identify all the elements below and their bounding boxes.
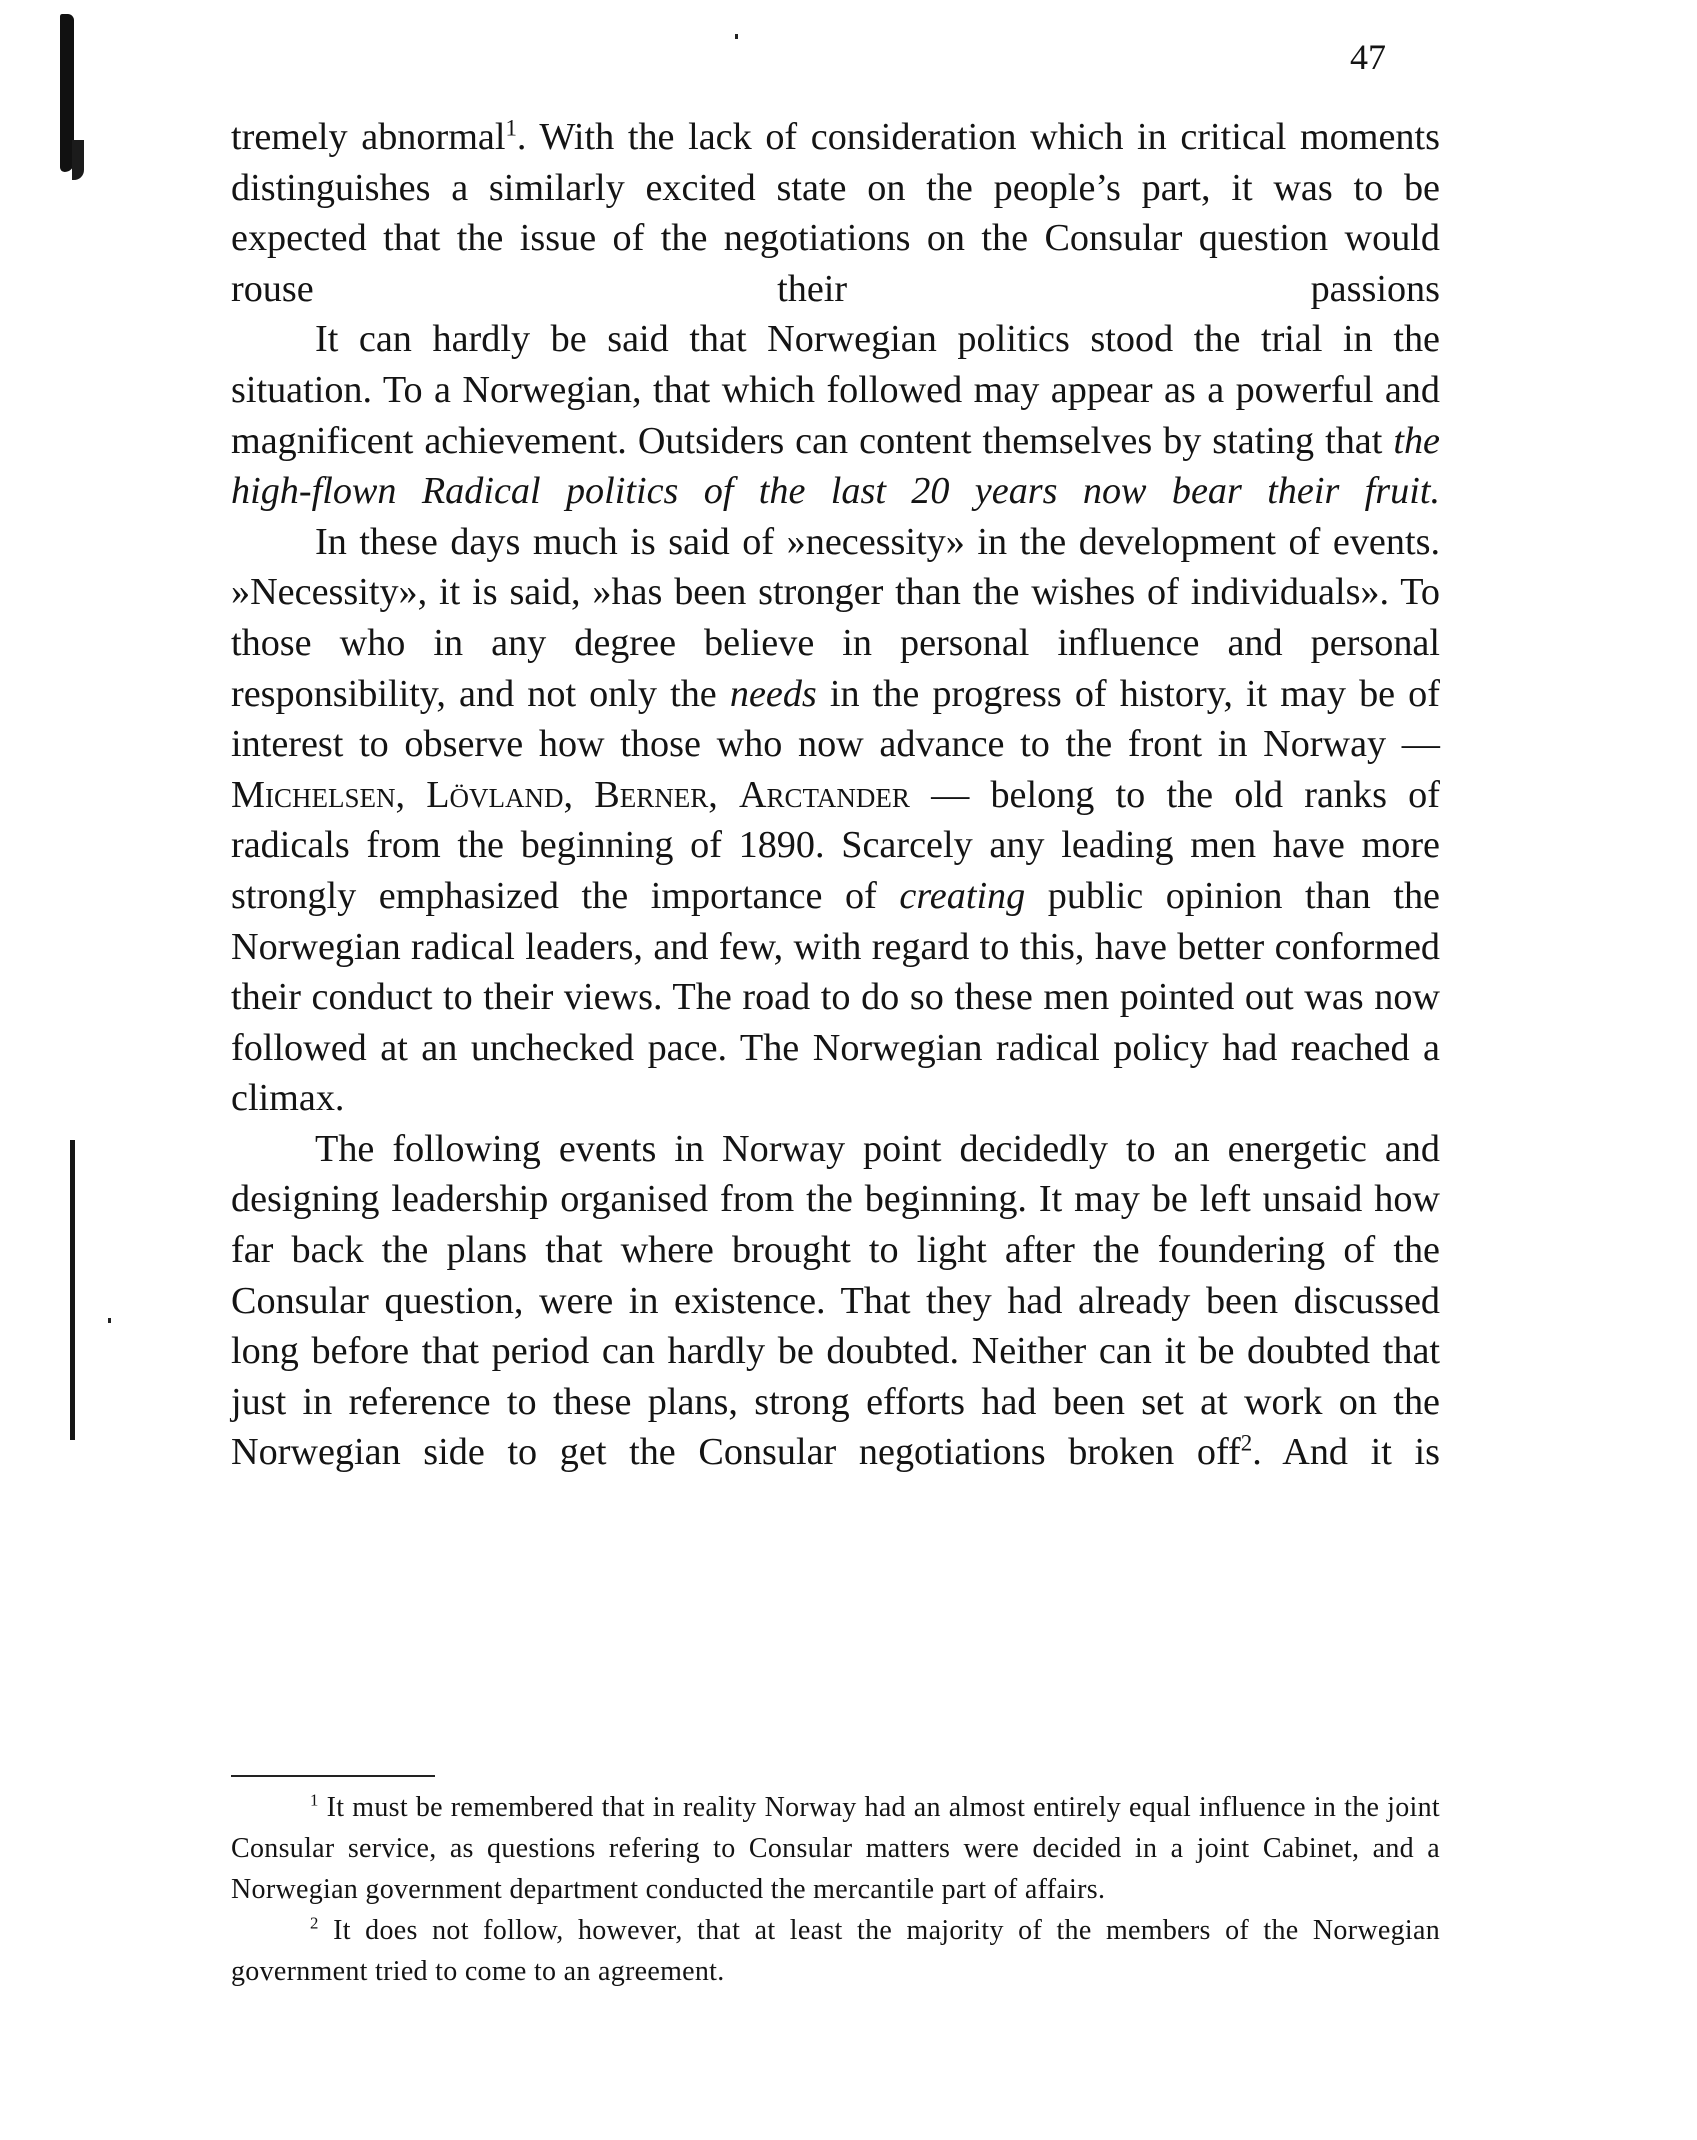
paragraph-4-text-a: The following events in Norway point decidedly to an energetic and designing leadership organised from the beginning. It may be left unsaid how far back the plans that where brought to light after the foundering of the Consular question, were in existence. That they had already been discussed long before that period can hardly be doubted. Neither can it be doubted that just in reference to these plans, strong efforts had been set at work on the Norwegian side to get the Consular negotiations broken off <box>231 1127 1440 1474</box>
scan-speck-left <box>108 1318 111 1323</box>
paragraph-3-text-c: — belong to the old ranks of radicals from the beginning of 1890. Scarcely any leading men have more strongly emphasized the importance of <box>231 773 1440 917</box>
name-separator-2: , <box>563 773 595 816</box>
footnotes <box>231 1787 1440 1992</box>
paragraph-4-text-b: . And it is <box>1252 1431 1440 1474</box>
footnote-separator <box>231 1775 435 1777</box>
paragraph-3-text-a: In these days much is said of »necessity» in the development of events. »Necessity», it is said, »has been stronger than the wishes of individuals». To those who in any degree believe in personal influence and personal responsibility, and not only the <box>231 520 1440 715</box>
paragraph-3-text-d: public opinion than the Norwegian radical leaders, and few, with regard to this, have better conformed their conduct to their views. The road to do so these men pointed out was now followed at an unchecked pace. The Norwegian radical policy had reached a climax. <box>231 874 1440 1120</box>
footnote-1-mark: 1 <box>310 1790 319 1810</box>
footnote-2 <box>231 1910 1440 1992</box>
scan-edge-mark-top-tip <box>72 140 84 180</box>
paragraph-1-text-a: tremely abnormal <box>231 116 506 158</box>
footnote-2-mark: 2 <box>310 1913 319 1933</box>
paragraph-4 <box>231 1124 1440 1478</box>
footnote-ref-1: 1 <box>505 115 517 141</box>
paragraph-3-emphasis-needs: needs <box>729 672 817 715</box>
paragraph-3-text-b: in the progress of history, it may be of interest to observe how those who now advance to the front in Norway — <box>231 672 1440 766</box>
name-berner: Berner <box>594 773 709 816</box>
name-lovland: Lövland <box>426 773 564 816</box>
paragraph-2-emphasis: the high-flown Radical politics of the last 20 years now bear their fruit. <box>231 419 1440 513</box>
paragraph-3-emphasis-creating: creating <box>899 874 1026 917</box>
name-michelsen: Michelsen <box>231 773 396 816</box>
name-separator-1: , <box>395 773 427 816</box>
paragraph-2 <box>231 314 1440 516</box>
name-arctander: Arctander <box>738 773 910 816</box>
paragraph-1-text-b: . With the lack of consideration which in critical moments distinguishes a similarly excited state on the people’s part, it was to be expected that the issue of the negotiations on the Consular question would rouse their passions <box>231 116 1440 310</box>
paragraph-1 <box>231 112 1440 314</box>
paragraph-3 <box>231 517 1440 1124</box>
body-text <box>231 112 1440 1478</box>
paragraph-2-text: It can hardly be said that Norwegian politics stood the trial in the situation. To a Norwegian, that which followed may appear as a powerful and magnificent achievement. Outsiders can content themselves by stating that <box>231 318 1440 462</box>
scan-speck-top <box>735 34 738 39</box>
scan-edge-mark-middle <box>70 1140 75 1440</box>
footnote-ref-2: 2 <box>1240 1430 1253 1456</box>
page-number: 47 <box>1350 37 1386 77</box>
footnote-1 <box>231 1787 1440 1910</box>
name-separator-3: , <box>708 773 739 816</box>
footnote-2-text: It does not follow, however, that at least the majority of the members of the Norwegian government tried to come to an agreement. <box>231 1915 1440 1987</box>
footnote-1-text: It must be remembered that in reality Norway had an almost entirely equal influence in the joint Consular service, as questions refering to Consular matters were decided in a joint Cabinet, and a Norwegian government department conducted the mercantile part of affairs. <box>231 1792 1440 1905</box>
